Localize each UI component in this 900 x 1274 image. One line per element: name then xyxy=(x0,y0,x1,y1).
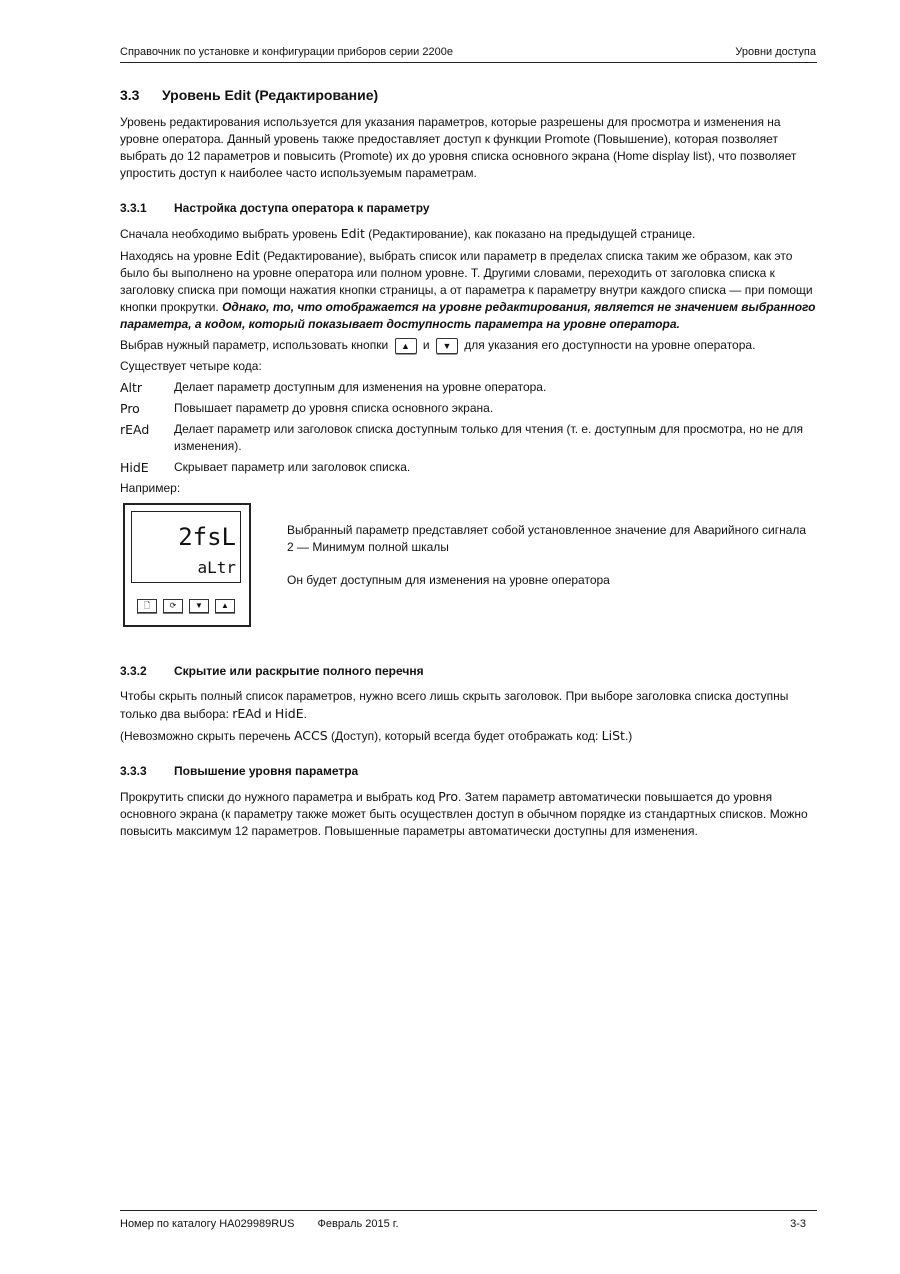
display-screen xyxy=(131,511,241,583)
section-intro: Уровень редактирования используется для указания параметров, которые разрешены для просмотра и изменения на уровне оператора. Данный уровень также предоставляет доступ к функции Promote (Повышение), которая позволяет выбрать до 12 параметров и повысить (Promote) их до уровня списка основного экрана (Home display list), что позволяет упростить доступ к наиболее часто используемым параметрам. xyxy=(120,115,797,180)
display-upper-readout: 2fsL xyxy=(178,523,236,551)
code-term: rEAd xyxy=(120,422,150,437)
subsection-number: 3.3.1 xyxy=(120,201,147,215)
paragraph: Выбранный параметр представляет собой установленное значение для Аварийного сигнала 2 — Минимум полной шкалы xyxy=(287,522,807,554)
page-footer xyxy=(120,1216,806,1233)
example-label: Например: xyxy=(120,481,181,495)
up-key-icon: ▲ xyxy=(395,338,417,354)
page-number: 3-3 xyxy=(790,1218,806,1230)
header-rule xyxy=(120,62,817,63)
list-item xyxy=(120,379,816,396)
subsection-number: 3.3.2 xyxy=(120,664,147,678)
paragraph: Сначала необходимо выбрать уровень Edit (Редактирование), как показано на предыдущей странице. xyxy=(120,226,696,241)
example-description xyxy=(287,522,807,605)
section-heading xyxy=(120,86,816,104)
code-text: Edit xyxy=(340,226,365,241)
paragraph: (Невозможно скрыть перечень ACCS (Доступ), который всегда будет отображать код: LiSt.) xyxy=(120,728,633,743)
paragraph: Он будет доступным для изменения на уровне оператора xyxy=(287,572,610,587)
code-text: Pro xyxy=(438,789,459,804)
scroll-key-icon: ⟳ xyxy=(163,599,183,613)
subsection-title: Скрытие или раскрытие полного перечня xyxy=(174,664,424,678)
code-term: Altr xyxy=(120,380,143,395)
page-key-icon: 🗋 xyxy=(137,599,157,613)
subsection-number: 3.3.3 xyxy=(120,764,147,778)
code-description: Делает параметр доступным для изменения на уровне оператора. xyxy=(174,380,547,394)
code-text: Edit xyxy=(235,248,260,263)
code-definition-list xyxy=(120,379,816,476)
controller-display-illustration xyxy=(123,503,251,627)
code-text: LiSt xyxy=(601,728,625,743)
paragraph: Выбрав нужный параметр, использовать кнопки ▲ и ▼ для указания его доступности на уровне оператора. xyxy=(120,338,756,352)
code-description: Делает параметр или заголовок списка доступным только для чтения (т. е. доступным для просмотра, но не для изменения). xyxy=(174,422,803,453)
code-text: HidE xyxy=(274,706,304,721)
paragraph: Прокрутить списки до нужного параметра и выбрать код Pro. Затем параметр автоматически повышается до уровня основного экрана (к параметру также может быть осуществлен доступ в обычном порядке из стандартных списков. Можно повысить максимум 12 параметров. Повышенные параметры автоматически доступны для изменения. xyxy=(120,789,808,838)
section-number: 3.3 xyxy=(120,87,140,103)
display-lower-readout: aLtr xyxy=(197,558,236,577)
header-chapter-title: Уровни доступа xyxy=(735,46,816,58)
list-item xyxy=(120,459,816,476)
subsection-title: Настройка доступа оператора к параметру xyxy=(174,201,430,215)
code-term: Pro xyxy=(120,401,140,416)
footer-rule xyxy=(120,1210,817,1211)
up-key-icon: ▲ xyxy=(215,599,235,613)
down-key-icon: ▼ xyxy=(189,599,209,613)
code-text: ACCS xyxy=(293,728,328,743)
device-buttons xyxy=(137,599,235,613)
footer-date: Февраль 2015 г. xyxy=(317,1218,399,1230)
subsection-title: Повышение уровня параметра xyxy=(174,764,359,778)
list-item xyxy=(120,400,816,417)
down-key-icon: ▼ xyxy=(436,338,458,354)
page-header xyxy=(120,44,816,61)
subsection-heading-333 xyxy=(120,763,816,780)
subsection-heading-332 xyxy=(120,663,816,680)
code-term: HidE xyxy=(120,460,149,475)
code-description: Повышает параметр до уровня списка основного экрана. xyxy=(174,401,494,415)
code-text: rEAd xyxy=(232,706,262,721)
code-description: Скрывает параметр или заголовок списка. xyxy=(174,460,411,474)
paragraph: Существует четыре кода: xyxy=(120,359,262,373)
emphasis-text: Однако, то, что отображается на уровне редактирования, является не значением выбранного параметра, а кодом, который показывает доступность параметра на уровне оператора. xyxy=(120,300,816,331)
list-item xyxy=(120,421,816,455)
example-block xyxy=(120,503,816,627)
paragraph: Находясь на уровне Edit (Редактирование), выбрать список или параметр в пределах списка таким же образом, как это было бы выполнено на уровне оператора или полном уровне. T. Другими словами, переходить от заголовка списка к заголовку списка при помощи нажатия кнопки страницы, а от параметра к параметру внутри каждого списка — при помощи кнопки прокрутки. Однако, то, что отображается на уровне редактирования, является не значением выбранного параметра, а кодом, который показывает доступность параметра на уровне оператора. xyxy=(120,248,816,331)
page-content xyxy=(120,86,816,844)
paragraph: Чтобы скрыть полный список параметров, нужно всего лишь скрыть заголовок. При выборе заголовка списка доступны только два выбора: rEAd и HidE. xyxy=(120,689,789,721)
section-title: Уровень Edit (Редактирование) xyxy=(162,87,379,103)
header-doc-title: Справочник по установке и конфигурации приборов серии 2200е xyxy=(120,46,453,58)
footer-catalog-number: Номер по каталогу HA029989RUS xyxy=(120,1218,295,1230)
subsection-heading-331 xyxy=(120,200,816,217)
